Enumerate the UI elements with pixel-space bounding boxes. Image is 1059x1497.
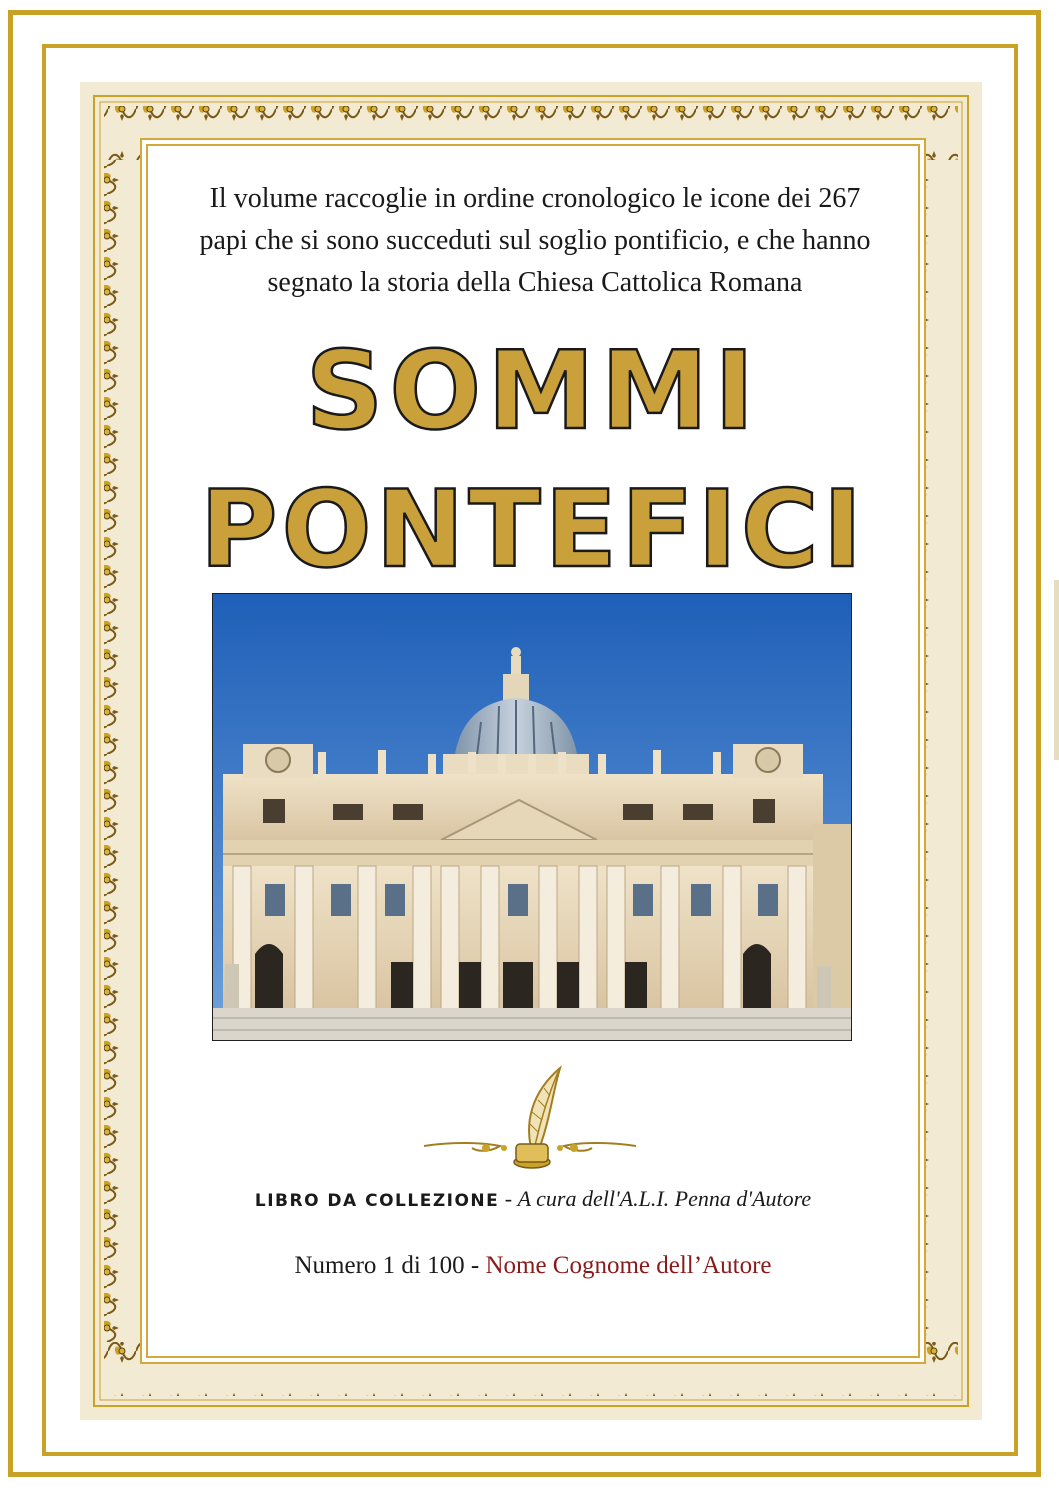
author-name: Nome Cognome dell’Autore <box>485 1252 772 1279</box>
edition-numbering <box>148 1248 918 1284</box>
collection-separator: - <box>499 1186 518 1211</box>
quill-inkwell-logo-icon <box>420 1062 640 1172</box>
collection-line <box>148 1184 918 1216</box>
page-edge-mark <box>1054 580 1059 760</box>
collection-curator: A cura dell'A.L.I. Penna d'Autore <box>517 1186 812 1211</box>
collection-label: LIBRO DA COLLEZIONE <box>254 1191 500 1211</box>
copy-number: Numero 1 di 100 - <box>294 1252 486 1279</box>
title-line-2: PONTEFICI <box>199 468 867 591</box>
basilica-photo <box>212 593 852 1041</box>
title-line-1: SOMMI <box>305 329 761 454</box>
intro-text: Il volume raccoglie in ordine cronologico le icone dei 267 papi che si sono succeduti sul soglio pontificio, e che hanno segnato la storia della Chiesa Cattolica Romana <box>199 183 871 298</box>
